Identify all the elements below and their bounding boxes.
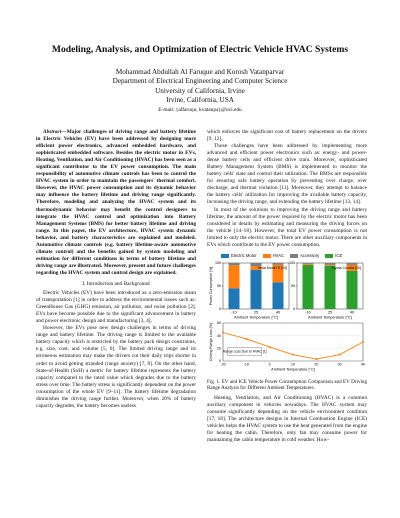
data-point bbox=[339, 353, 341, 355]
legend-swatch bbox=[221, 254, 229, 258]
abstract-lead: Abstract— bbox=[43, 129, 67, 135]
panel-label: Tesla Model S [19] bbox=[257, 265, 287, 270]
x-axis-label: Ambient Temperature [°C] bbox=[234, 315, 278, 320]
data-point bbox=[292, 353, 294, 355]
y-tick-label: 0 bbox=[219, 358, 221, 363]
location: Irvine, California, USA bbox=[166, 96, 234, 105]
legend-item: ICE bbox=[325, 252, 342, 259]
legend-swatch bbox=[290, 254, 298, 258]
bar-segment bbox=[251, 270, 262, 309]
paragraph: However, the EVs pose new design challenges in terms of driving range and battery lifetime. The driving range is limited to the available battery capacity which is restricted by the battery pack design constraints, e.g. size, cost, and volume [5, 6]. The limited driving range and its erroneous estimation may make the drivers cut their daily trips shorter in order to avoid getting stranded (range anxiety) [7, 8]. On the other hand, State-of-Health (SoH) a metric for battery lifetime represents the battery capacity compared to the rated value which degrades due to the battery stress over time. The battery stress is significantly dependent on the power consumption of the whole EV [9–11]. The battery lifetime degradation diminishes the driving range further. Moreover, when 20% of battery capacity degrades, the battery becomes useless bbox=[36, 325, 196, 409]
paragraph: In most of the solutions to improving the driving range and battery lifetime, the amount of the power required by the electric motor has been considered in details by estimating and measuring the driving forces on the vehicle [14–18]. However, the total EV power consumption is not limited to only the electric motor. There are other auxiliary components in EVs which contribute to the EV power consumption. bbox=[207, 206, 367, 248]
x-tick-label: 20 bbox=[314, 362, 319, 367]
section-heading: I. Introduction and Background bbox=[82, 280, 150, 287]
y-tick-label: 50 bbox=[291, 283, 295, 288]
abstract bbox=[36, 129, 196, 277]
legend-item: HVAC bbox=[263, 252, 284, 259]
x-axis-label: Ambient Temperature [°C] bbox=[271, 367, 315, 372]
bar-segment bbox=[303, 264, 314, 265]
x-tick-label: 40 bbox=[361, 362, 365, 367]
figure-legend bbox=[221, 252, 367, 259]
paragraph: Electric Vehicles (EV) have been introduced as a zero-emission mean of transportation [1] in order to address the environmental issues such as: GreenHouse Gas (GHG) emission, air pollution, and noise pollution [2]. EVs have become possible due to the significant advancement in battery and power electronic design and manufacturing [3, 4]. bbox=[36, 290, 196, 325]
x-tick-label: 40 bbox=[275, 310, 281, 315]
x-tick-label: 0 bbox=[268, 362, 271, 367]
legend-swatch bbox=[263, 254, 271, 258]
data-point bbox=[245, 338, 247, 340]
bar-segment bbox=[273, 263, 284, 265]
data-point bbox=[222, 331, 224, 333]
y-tick-label: 20 bbox=[217, 346, 221, 351]
left-column bbox=[36, 129, 196, 410]
bar-segment bbox=[347, 263, 358, 265]
email: E-mail: {alfaruqu, kvatanpa}@uci.edu bbox=[158, 106, 242, 113]
university: University of California, Irvine bbox=[155, 86, 245, 95]
bar-segment bbox=[325, 266, 336, 309]
y-tick-label: 40 bbox=[217, 333, 221, 338]
bar-segment bbox=[325, 263, 336, 265]
y-axis-label: Power Consumption [%] bbox=[209, 266, 213, 306]
bar-segment bbox=[229, 288, 240, 309]
x-tick-label: 10 bbox=[291, 362, 295, 367]
y-tick-label: 0 bbox=[293, 306, 295, 311]
author-block bbox=[0, 68, 400, 115]
x-axis-label: Ambient Temperature [°C] bbox=[308, 315, 352, 320]
bar-segment bbox=[303, 265, 314, 309]
y-tick-label: 0 bbox=[219, 306, 221, 311]
y-axis-label: Driving Range Loss [%] bbox=[209, 323, 213, 361]
x-tick-label: -10 bbox=[305, 310, 311, 315]
y-tick-label: 60 bbox=[217, 320, 221, 325]
annotation-text: Range Loss Due to HVAC [1] bbox=[222, 349, 267, 354]
author-names: Mohammad Abdullah Al Faruque and Korosh Vatanparvar bbox=[115, 68, 285, 76]
y-tick-label: 50 bbox=[217, 283, 221, 288]
x-tick-label: 25 bbox=[327, 310, 333, 315]
bar-segment bbox=[347, 271, 358, 309]
paragraph: Heating, Ventilation, and Air Conditioning (HVAC) is a common auxiliary component in vehicles nowadays. The HVAC system may consume significantly depending on the vehicle environment condition [17, 18]. The architecture designs in Internal Combustion Engine (ICE) vehicles helps the HVAC system to use the heat generated from the engine for heating the cabin. Therefore, only fan may consume power for maintaining the cabin temperature in cold weather. How- bbox=[207, 394, 367, 443]
figure bbox=[207, 252, 367, 377]
data-point bbox=[315, 358, 317, 360]
bar-segment bbox=[303, 263, 314, 264]
x-tick-label: 40 bbox=[349, 310, 355, 315]
bar-segment bbox=[273, 282, 284, 309]
figure-plot bbox=[207, 259, 367, 377]
x-tick-label: 30 bbox=[337, 362, 342, 367]
figure-caption: Fig. 1. EV and ICE Vehicle Power Consumption Comparison and EV Driving Range Analysis for Different Ambient Temperatures. bbox=[207, 378, 367, 392]
data-point bbox=[269, 346, 271, 348]
y-tick-label: 100 bbox=[289, 260, 295, 265]
y-tick-label: 100 bbox=[215, 260, 221, 265]
abstract-text: Major challenges of driving range and battery lifetime in Electric Vehicles (EV) have been addressed by designing more efficient power electronics, advanced embedded hardware, and sophisticated embedded software. Besides the electric motor in EVs, Heating, Ventilation, and Air Conditioning (HVAC) has been seen as a significant contributor to the EV power consumption. The main responsibility of automotive climate controls has been to control the HVAC system in order to maintain the passengers' thermal comfort. However, the HVAC power consumption and its dynamic behavior may influence the battery lifetime and driving range significantly. Therefore, modeling and analyzing the HVAC system and its thermodynamic behavior may benefit the control designers to integrate the HVAC control and optimization into Battery Management Systems (BMS) for better battery lifetime and driving range. In this paper, the EV architecture, HVAC system dynamic behavior, and battery characteristics are explained and modeled. Automotive climate controls (e.g. battery lifetime-aware automotive climate control) and the benefits gained by system modeling and estimation for different conditions in terms of battery lifetime and driving range are illustrated. Moreover, present and future challenges regarding the HVAC system and control design are explained. bbox=[36, 129, 196, 276]
x-tick-label: -20 bbox=[220, 362, 226, 367]
data-point bbox=[362, 341, 364, 343]
x-tick-label: -10 bbox=[231, 310, 237, 315]
x-tick-label: -10 bbox=[243, 362, 249, 367]
department: Department of Electrical Engineering and Computer Science bbox=[112, 77, 288, 86]
x-tick-label: 25 bbox=[253, 310, 259, 315]
right-column bbox=[207, 129, 367, 444]
paragraph: Those challenges have been addressed by implementing more advanced and efficient power electronics such as: energy- and power-dense battery cells and efficient drive train. Moreover, sophisticated Battery Management System (BMS) is implemented to monitor the battery cells' state and control their utilization. The BMSs are responsible for ensuring safe battery operation by preventing over charge, over discharge, and thermal violation [11]. Moreover, they attempt to balance the battery cells' utilization for improving the available battery capacity, increasing the driving range, and extending the battery lifetime [13, 14]. bbox=[207, 143, 367, 206]
legend-swatch bbox=[325, 254, 333, 258]
legend-item: Accessory bbox=[290, 252, 319, 259]
paragraph: which enforces the significant cost of battery replacement on the drivers [9, 12]. bbox=[207, 129, 367, 143]
legend-item: Electric Motor bbox=[221, 252, 257, 259]
paper-title: Modeling, Analysis, and Optimization of Electric Vehicle HVAC Systems bbox=[51, 44, 349, 55]
panel-label: Toyota Corolla [20] bbox=[331, 265, 361, 270]
bar-segment bbox=[229, 263, 240, 265]
bar-segment bbox=[229, 265, 240, 288]
